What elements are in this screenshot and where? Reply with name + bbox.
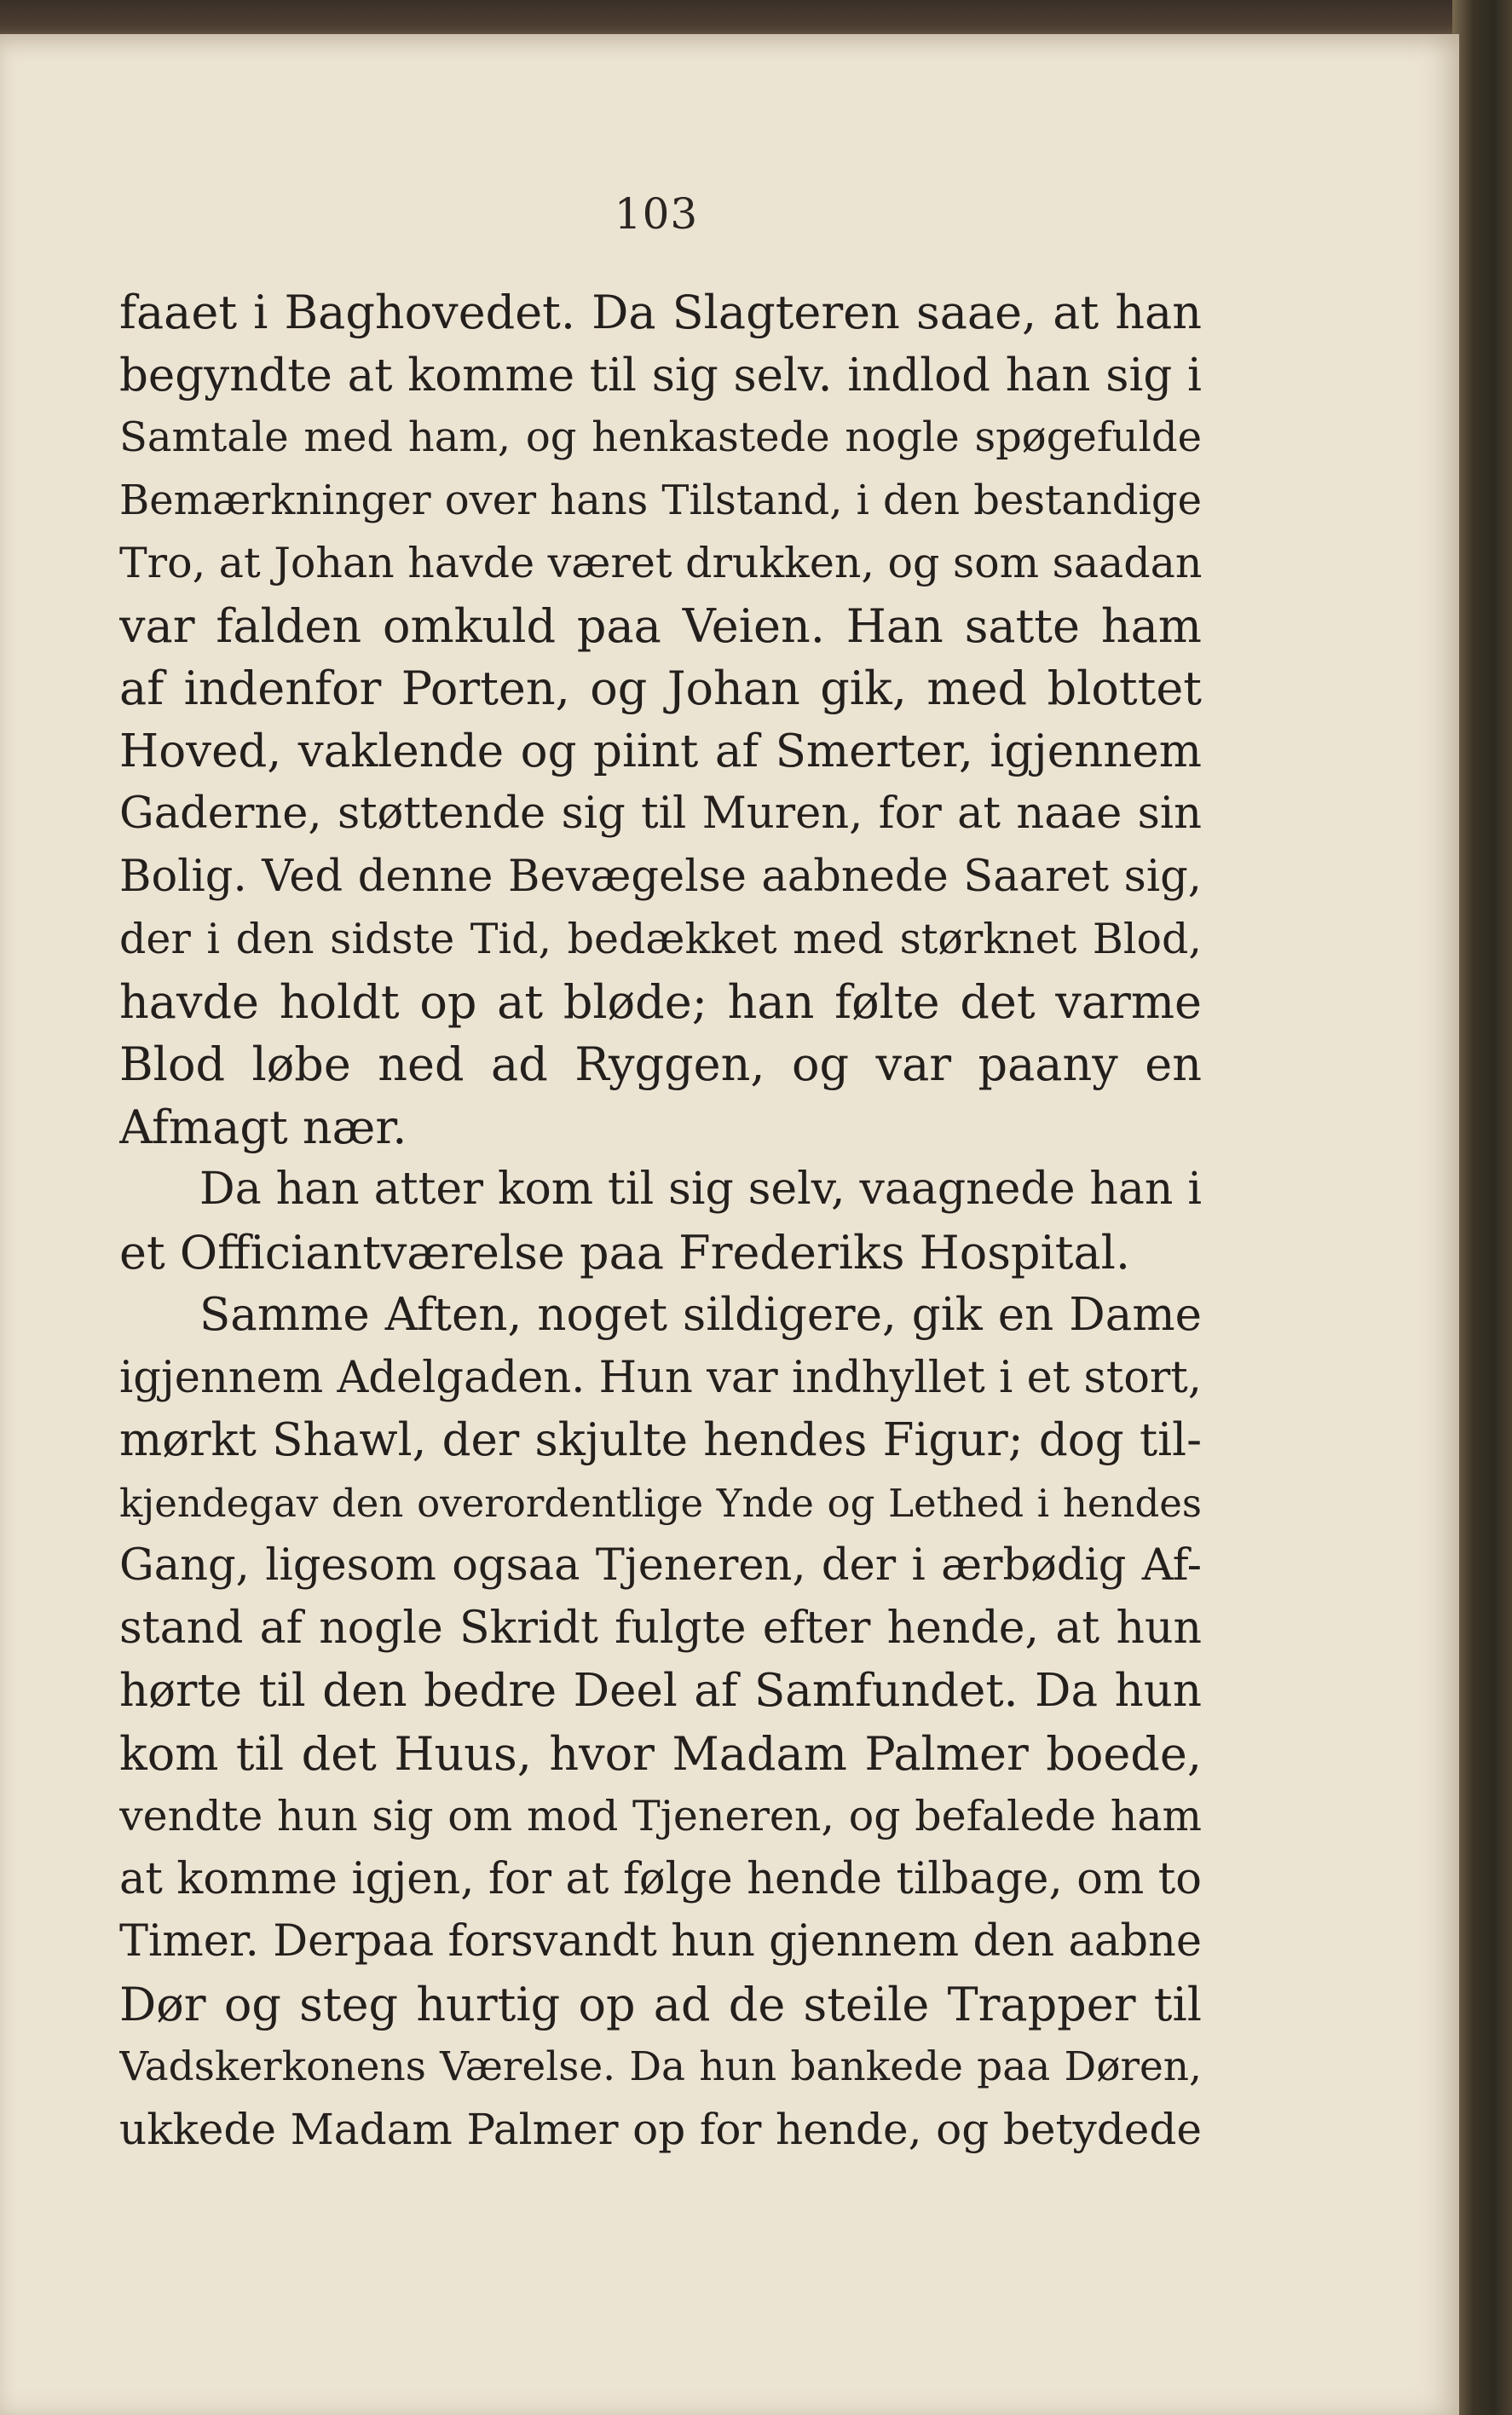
text-line: Afmagt nær. xyxy=(119,1100,407,1154)
text-line: vendte hun sig om mod Tjeneren, og befalede ham xyxy=(119,1792,1202,1840)
text-line: Vadskerkonens Værelse. Da hun bankede paa Døren, xyxy=(119,2043,1202,2090)
text-line: Da han atter kom til sig selv, vaagnede han i xyxy=(199,1164,1202,1215)
text-line: Blod løbe ned ad Ryggen, og var paany en xyxy=(119,1037,1202,1091)
book-page xyxy=(0,34,1459,2415)
text-line: Gang, ligesom ogsaa Tjeneren, der i ærbødig Af- xyxy=(119,1540,1202,1591)
text-line: Samtale med ham, og henkastede nogle spøgefulde xyxy=(119,413,1202,461)
text-line: Dør og steg hurtig op ad de steile Trapper til xyxy=(119,1977,1202,2031)
text-line: Bemærkninger over hans Tilstand, i den bestandige xyxy=(119,476,1202,524)
text-line: Timer. Derpaa forsvandt hun gjennem den aabne xyxy=(119,1916,1202,1967)
text-line: begyndte at komme til sig selv. indlod han sig i xyxy=(119,349,1202,402)
book-spine-edge xyxy=(1452,0,1512,2415)
text-line: Samme Aften, noget sildigere, gik en Dame xyxy=(199,1289,1202,1341)
text-line: Bolig. Ved denne Bevægelse aabnede Saaret sig, xyxy=(119,851,1202,902)
text-line: stand af nogle Skridt fulgte efter hende, at hun xyxy=(119,1602,1202,1654)
text-line: kom til det Huus, hvor Madam Palmer boede, xyxy=(119,1726,1202,1781)
text-line: Tro, at Johan havde været drukken, og som saadan xyxy=(119,539,1202,587)
text-line: ukkede Madam Palmer op for hende, og betydede xyxy=(119,2104,1202,2154)
text-line: Gaderne, støttende sig til Muren, for at naae sin xyxy=(119,789,1202,839)
text-line: Hoved, vaklende og piint af Smerter, igjennem xyxy=(119,725,1202,777)
text-line: faaet i Baghovedet. Da Slagteren saae, at han xyxy=(119,286,1202,339)
text-line: hørte til den bedre Deel af Samfundet. Da hun xyxy=(119,1665,1202,1717)
text-line: et Officiantværelse paa Frederiks Hospital. xyxy=(119,1225,1131,1280)
text-line: kjendegav den overordentlige Ynde og Lethed i hendes xyxy=(119,1480,1202,1526)
text-line: havde holdt op at bløde; han følte det varme xyxy=(119,974,1202,1029)
text-line: der i den sidste Tid, bedækket med størknet Blod, xyxy=(119,915,1202,963)
text-line: mørkt Shawl, der skjulte hendes Figur; dog til- xyxy=(119,1414,1202,1466)
page-number: 103 xyxy=(614,189,699,239)
text-line: af indenfor Porten, og Johan gik, med blottet xyxy=(119,662,1202,715)
text-line: var falden omkuld paa Veien. Han satte ham xyxy=(119,598,1202,653)
body-text xyxy=(119,281,1202,2161)
text-line: igjennem Adelgaden. Hun var indhyllet i et stort, xyxy=(119,1352,1202,1403)
text-line: at komme igjen, for at følge hende tilbage, om to xyxy=(119,1853,1202,1904)
